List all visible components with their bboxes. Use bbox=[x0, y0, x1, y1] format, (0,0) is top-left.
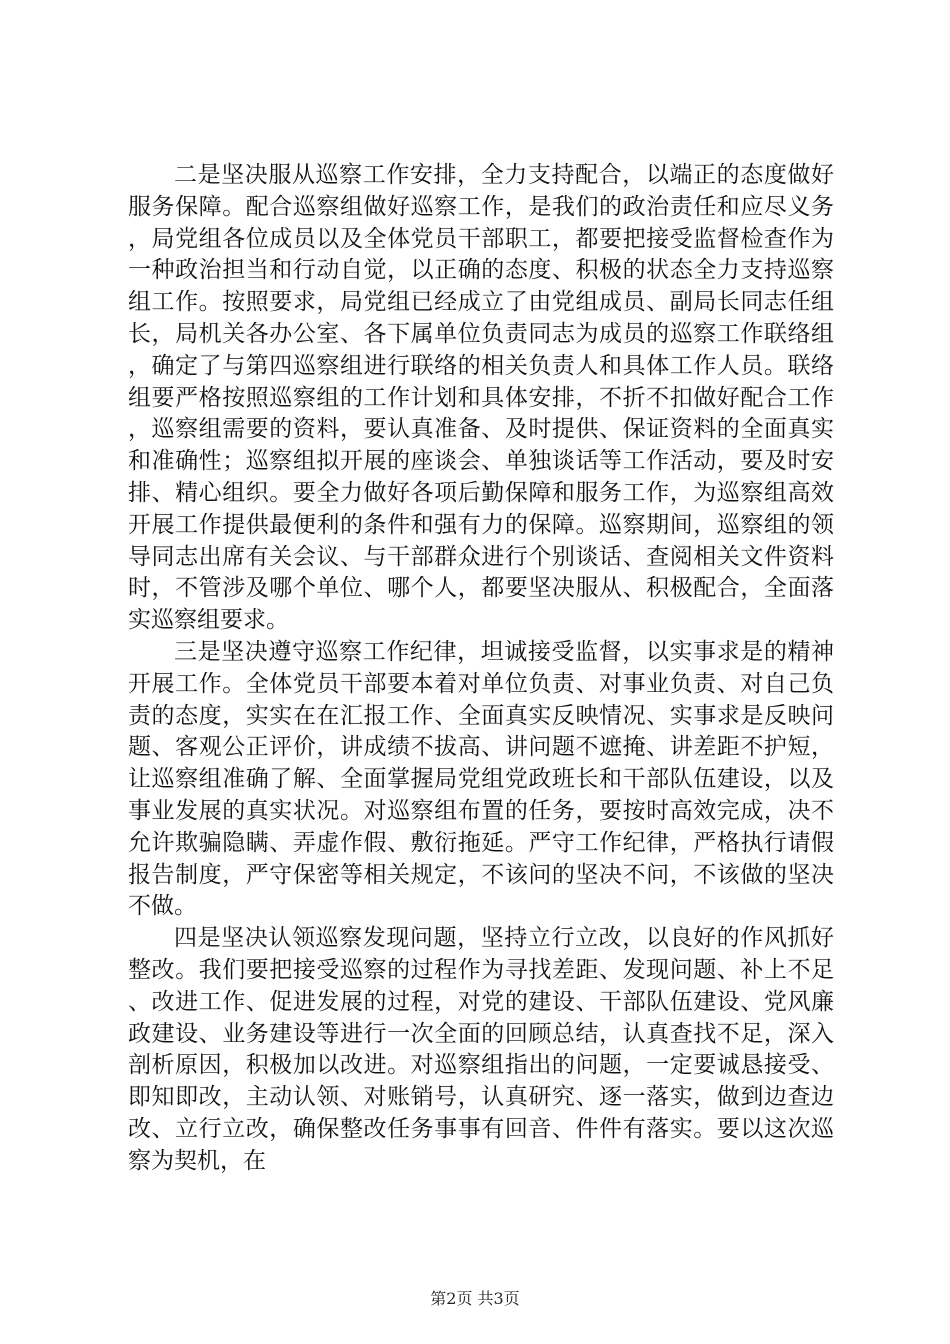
paragraph-2: 二是坚决服从巡察工作安排，全力支持配合，以端正的态度做好服务保障。配合巡察组做好巡察工作，是我们的政治责任和应尽义务，局党组各位成员以及全体党员干部职工，都要把接受监督检查作为一种政治担当和行动自觉，以正确的态度、积极的状态全力支持巡察组工作。按照要求，局党组已经成立了由党组成员、副局长同志任组长，局机关各办公室、各下属单位负责同志为成员的巡察工作联络组，确定了与第四巡察组进行联络的相关负责人和具体工作人员。联络组要严格按照巡察组的工作计划和具体安排，不折不扣做好配合工作，巡察组需要的资料，要认真准备、及时提供、保证资料的全面真实和准确性；巡察组拟开展的座谈会、单独谈话等工作活动，要及时安排、精心组织。要全力做好各项后勤保障和服务工作，为巡察组高效开展工作提供最便利的条件和强有力的保障。巡察期间，巡察组的领导同志出席有关会议、与干部群众进行个别谈话、查阅相关文件资料时，不管涉及哪个单位、哪个人，都要坚决服从、积极配合，全面落实巡察组要求。 bbox=[128, 162, 834, 634]
paragraph-4: 四是坚决认领巡察发现问题，坚持立行立改，以良好的作风抓好整改。我们要把接受巡察的过程作为寻找差距、发现问题、补上不足、改进工作、促进发展的过程，对党的建设、干部队伍建设、党风廉政建设、业务建设等进行一次全面的回顾总结，认真查找不足，深入剖析原因，积极加以改进。对巡察组指出的问题，一定要诚恳接受、即知即改，主动认领、对账销号，认真研究、逐一落实，做到边查边改、立行立改，确保整改任务事事有回音、件件有落实。要以这次巡察为契机，在 bbox=[128, 925, 834, 1174]
page-footer bbox=[0, 1289, 950, 1309]
page-number: 第2页 共3页 bbox=[430, 1289, 520, 1308]
document-body bbox=[128, 160, 834, 1178]
paragraph-3: 三是坚决遵守巡察工作纪律，坦诚接受监督，以实事求是的精神开展工作。全体党员干部要本着对单位负责、对事业负责、对自己负责的态度，实实在在汇报工作、全面真实反映情况、实事求是反映问题、客观公正评价，讲成绩不拔高、讲问题不遮掩、讲差距不护短，让巡察组准确了解、全面掌握局党组党政班长和干部队伍建设，以及事业发展的真实状况。对巡察组布置的任务，要按时高效完成，决不允许欺骗隐瞒、弄虚作假、敷衍拖延。严守工作纪律，严格执行请假报告制度，严守保密等相关规定，不该问的坚决不问，不该做的坚决不做。 bbox=[128, 638, 834, 920]
